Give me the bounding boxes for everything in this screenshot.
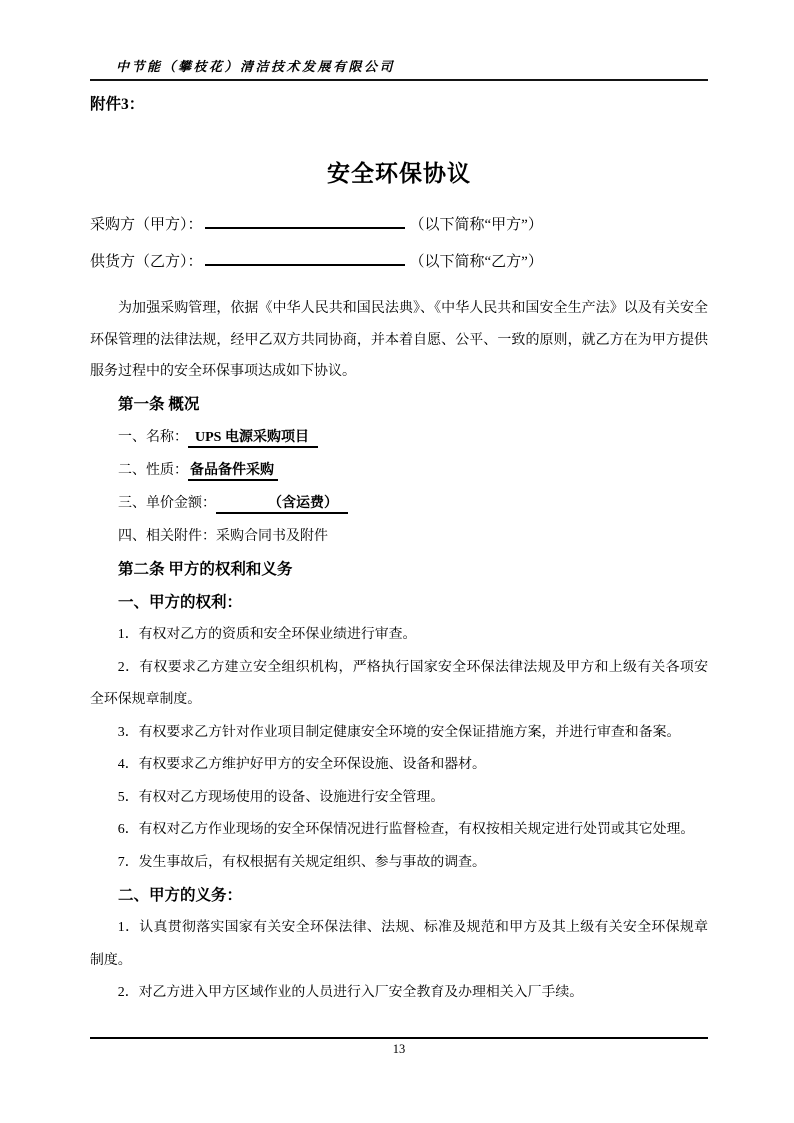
clause-unit-price (90, 487, 708, 520)
attachment-label: 附件3： (90, 96, 145, 113)
clause-nature (90, 454, 708, 487)
party-row-buyer (90, 207, 708, 244)
right-item-1: 1．有权对乙方的资质和安全环保业绩进行审查。 (117, 627, 417, 643)
buyer-note: （以下简称“甲方”） (409, 217, 543, 233)
buyer-fill-in-blank (205, 211, 405, 229)
supplier-label: 供货方（乙方）： (90, 254, 203, 270)
rights-subheading: 一、甲方的权利： (118, 594, 243, 612)
supplier-fill-in-blank (205, 248, 405, 266)
parties-section (90, 207, 708, 281)
right-item-3: 3．有权要求乙方针对作业项目制定健康安全环境的安全保证措施方案，并进行审查和备案。 (117, 724, 681, 740)
page-footer (90, 1037, 708, 1057)
party-row-supplier (90, 244, 708, 281)
right-item-4: 4．有权要求乙方维护好甲方的安全环保设施、设备和器材。 (117, 757, 486, 773)
nature-value: 备品备件采购 (188, 463, 278, 481)
project-name-label: 一、名称： (118, 429, 188, 445)
clause-project-name (90, 421, 708, 454)
freight-included-note: （含运费） (268, 495, 338, 511)
obligation-item-1: 1．认真贯彻落实国家有关安全环保法律、法规、标准及规范和甲方及其上级有关安全环保规章制度。 (90, 920, 708, 968)
preamble-paragraph: 为加强采购管理，依据《中华人民共和国民法典》、《中华人民共和国安全生产法》以及有关安全环保管理的法律法规，经甲乙双方共同协商，并本着自愿、公平、一致的原则，就乙方在为甲方提供服务过程中的安全环保事项达成如下协议。 (90, 301, 708, 379)
unit-price-label: 三、单价金额： (118, 495, 216, 511)
right-item-7: 7．发生事故后，有权根据有关规定组织、参与事故的调查。 (117, 854, 486, 870)
related-attachments-value: 采购合同书及附件 (216, 529, 328, 545)
article2-heading: 第二条 甲方的权利和义务 (118, 561, 293, 579)
nature-label: 二、性质： (118, 462, 188, 478)
article1-heading: 第一条 概况 (118, 395, 200, 413)
company-name: 中节能（攀枝花）清洁技术发展有限公司 (116, 59, 396, 74)
obligations-subheading: 二、甲方的义务： (118, 887, 243, 905)
related-attachments-label: 四、相关附件： (118, 529, 216, 545)
page-content (90, 0, 708, 1010)
clause-related-attachments (90, 520, 708, 553)
right-item-6: 6．有权对乙方作业现场的安全环保情况进行监督检查，有权按相关规定进行处罚或其它处理。 (117, 822, 695, 838)
unit-price-fill-in (216, 492, 348, 514)
right-item-5: 5．有权对乙方现场使用的设备、设施进行安全管理。 (117, 789, 445, 805)
document-title: 安全环保协议 (327, 161, 471, 186)
right-item-2: 2．有权要求乙方建立安全组织机构，严格执行国家安全环保法律法规及甲方和上级有关各项安全环保规章制度。 (90, 659, 708, 708)
project-name-value: UPS 电源采购项目 (188, 430, 318, 448)
page-number: 13 (392, 1042, 406, 1056)
obligation-item-2: 2．对乙方进入甲方区域作业的人员进行入厂安全教育及办理相关入厂手续。 (117, 985, 584, 1001)
buyer-label: 采购方（甲方）： (90, 217, 203, 233)
page-header (90, 56, 708, 81)
supplier-note: （以下简称“乙方”） (409, 254, 543, 270)
